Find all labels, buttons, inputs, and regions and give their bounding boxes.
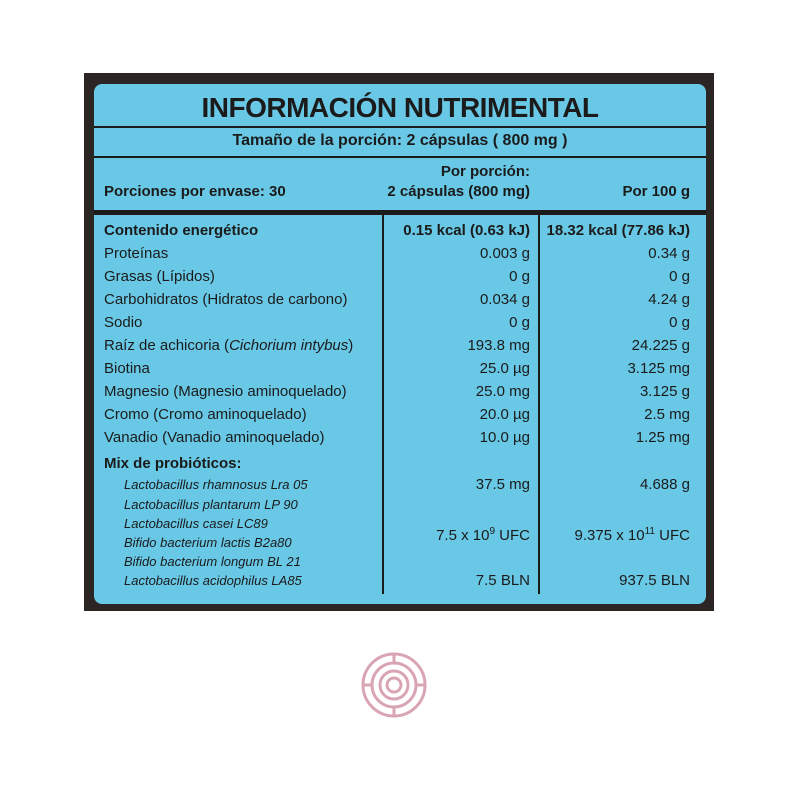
value-per-serving: 0.15 kcal (0.63 kJ)	[403, 222, 530, 239]
nutrient-row	[94, 265, 706, 288]
probiotics-heading: Mix de probióticos:	[104, 455, 242, 472]
value-per-serving: 0 g	[509, 314, 530, 331]
nutrient-name: Contenido energético	[104, 222, 259, 239]
per-100g-header: Por 100 g	[622, 183, 690, 200]
probiotic-value-100g-2: 9.375 x $10^{11}$ UFC	[574, 526, 690, 544]
value-per-serving: 0 g	[509, 268, 530, 285]
value-per-100g: 0 g	[669, 268, 690, 285]
value-per-100g: 0 g	[669, 314, 690, 331]
nutrient-row	[94, 242, 706, 265]
divider-thick	[94, 210, 706, 215]
nutrient-name-italic: Cichorium intybus	[229, 337, 349, 354]
nutrient-name: Magnesio (Magnesio aminoquelado)	[104, 383, 347, 400]
nutrient-row	[94, 403, 706, 426]
nutrient-row	[94, 219, 706, 242]
value-per-serving: 25.0 µg	[479, 360, 530, 377]
probiotic-value-100g-3: 937.5 BLN	[619, 572, 690, 589]
per-serving-header-line1: Por porción:	[440, 163, 530, 180]
nutrition-facts-panel	[94, 84, 706, 604]
nutrient-name	[104, 334, 353, 357]
nutrient-row	[94, 426, 706, 449]
servings-per-container: Porciones por envase: 30	[104, 183, 286, 200]
nutrient-row	[94, 288, 706, 311]
value-per-100g: 2.5 mg	[644, 406, 690, 423]
divider-title	[94, 126, 706, 128]
value-per-serving: 193.8 mg	[467, 337, 530, 354]
concentric-rings-logo-icon	[360, 651, 428, 719]
value-per-100g: 3.125 mg	[627, 360, 690, 377]
nutrient-name: Vanadio (Vanadio aminoquelado)	[104, 429, 325, 446]
nutrient-name-prefix: Raíz de achicoria (	[104, 337, 230, 354]
nutrient-row	[94, 311, 706, 334]
nutrient-name: Proteínas	[104, 245, 169, 262]
nutrient-name: Cromo (Cromo aminoquelado)	[104, 406, 307, 423]
value-per-100g: 3.125 g	[639, 383, 690, 400]
nutrient-name: Carbohidratos (Hidratos de carbono)	[104, 291, 348, 308]
probiotic-value-100g-1: 4.688 g	[639, 476, 690, 493]
probiotic-value-serving-3: 7.5 BLN	[475, 572, 530, 589]
probiotic-value-serving-1: 37.5 mg	[475, 476, 530, 493]
value-per-100g: 24.225 g	[631, 337, 690, 354]
strain-item: Lactobacillus rhamnosus Lra 05	[124, 477, 308, 492]
divider-serving	[94, 156, 706, 158]
strain-item: Lactobacillus plantarum LP 90	[124, 497, 298, 512]
value-per-100g: 0.34 g	[648, 245, 690, 262]
strain-item: Lactobacillus acidophilus LA85	[124, 573, 302, 588]
nutrient-name: Grasas (Lípidos)	[104, 268, 215, 285]
nutrient-name: Sodio	[104, 314, 143, 331]
probiotic-value-serving-2: 7.5 x $10^9$ UFC	[436, 526, 530, 544]
value-per-100g: 18.32 kcal (77.86 kJ)	[546, 222, 690, 239]
nutrient-row	[94, 380, 706, 403]
per-serving-header-line2: 2 cápsulas (800 mg)	[387, 183, 530, 200]
value-per-serving: 25.0 mg	[475, 383, 530, 400]
label-title: INFORMACIÓN NUTRIMENTAL	[201, 92, 599, 123]
value-per-100g: 1.25 mg	[635, 429, 690, 446]
nutrient-name: Biotina	[104, 360, 150, 377]
nutrient-row	[94, 334, 706, 357]
value-per-serving: 0.034 g	[479, 291, 530, 308]
strain-item: Bifido bacterium longum BL 21	[124, 554, 301, 569]
value-per-serving: 20.0 µg	[479, 406, 530, 423]
nutrient-row	[94, 357, 706, 380]
serving-size: Tamaño de la porción: 2 cápsulas ( 800 mg )	[232, 132, 568, 149]
strain-item: Bifido bacterium lactis B2a80	[124, 535, 292, 550]
nutrient-name-suffix: )	[348, 337, 354, 354]
value-per-serving: 0.003 g	[479, 245, 530, 262]
value-per-100g: 4.24 g	[648, 291, 690, 308]
value-per-serving: 10.0 µg	[479, 429, 530, 446]
strain-item: Lactobacillus casei LC89	[124, 516, 268, 531]
